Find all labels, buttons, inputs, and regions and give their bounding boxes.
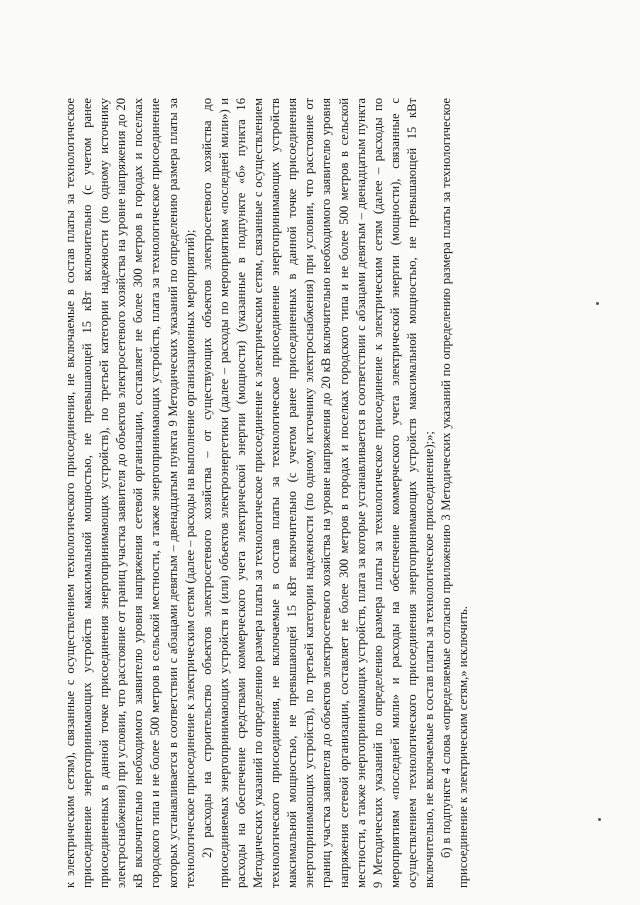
paragraph-1: к электрическим сетям), связанные с осуществлением технологического присоединения, не включаемые в состав платы за технологическое присоединение энергопринимающих устройств максимальной мощностью, не превышающей 15 кВт включительно (с учетом ранее присоединенных в данной точке присоединения энергопринимающих устройств), по третьей категории надежности (по одному источнику электроснабжения) при условии, что расстояние от границ участка заявителя до объектов электросетевого хозяйства на уровне напряжения до 20 кВ включительно необходимого заявителю уровня напряжения сетевой организации, составляет не более 300 метров в городах и поселках городского типа и не более 500 метров в сельской местности, а также энергопринимающих устройств, плата за технологическое присоединение которых устанавливается в соответствии с абзацами девятым – двенадцатым пункта 9 Методических указаний по определению размера платы за технологическое присоединение к электрическим сетям (далее – расходы на выполнение организационных мероприятий); bbox=[63, 98, 197, 888]
rotated-text-block bbox=[62, 98, 582, 888]
scan-speck bbox=[598, 818, 601, 821]
scan-speck bbox=[596, 302, 599, 305]
paragraph-3: б) в подпункте 4 слова «определяемые согласно приложению 3 Методических указаний по определению размера платы за технологическое присоединение к электрическим сетям,» исключить. bbox=[439, 98, 471, 888]
paragraph-2: 2) расходы на строительство объектов электросетевого хозяйства – от существующих объектов электросетевого хозяйства до присоединяемых энергопринимающих устройств и (или) объектов электроэнергетики (далее – расходы по мероприятиям «последней мили») и расходы на обеспечение средствами коммерческого учета электрической энергии (мощности) (указанные в подпункте «б» пункта 16 Методических указаний по определению размера платы за технологическое присоединение к электрическим сетям, связанные с осуществлением технологического присоединения, не включаемые в состав платы за технологическое присоединение энергопринимающих устройств максимальной мощностью, не превышающей 15 кВт включительно (с учетом ранее присоединенных в данной точке присоединения энергопринимающих устройств), по третьей категории надежности (по одному источнику электроснабжения) при условии, что расстояние от границ участка заявителя до объектов электросетевого хозяйства на уровне напряжения до 20 кВ включительно необходимого заявителю уровня напряжения сетевой организации, составляет не более 300 метров в городах и поселках городского типа и не более 500 метров в сельской местности, а также энергопринимающих устройств, плата за которые устанавливается в соответствии с абзацами девятым – двенадцатым пункта 9 Методических указаний по определению размера платы за технологическое присоединение к электрическим сетям (далее – расходы по мероприятиям «последней мили» и расходы на обеспечение коммерческого учета электрической энергии (мощности), связанные с осуществлением технологического присоединения энергопринимающих устройств максимальной мощностью, не превышающей 15 кВт включительно, не включаемые в состав платы за технологическое присоединение);»; bbox=[199, 98, 436, 888]
